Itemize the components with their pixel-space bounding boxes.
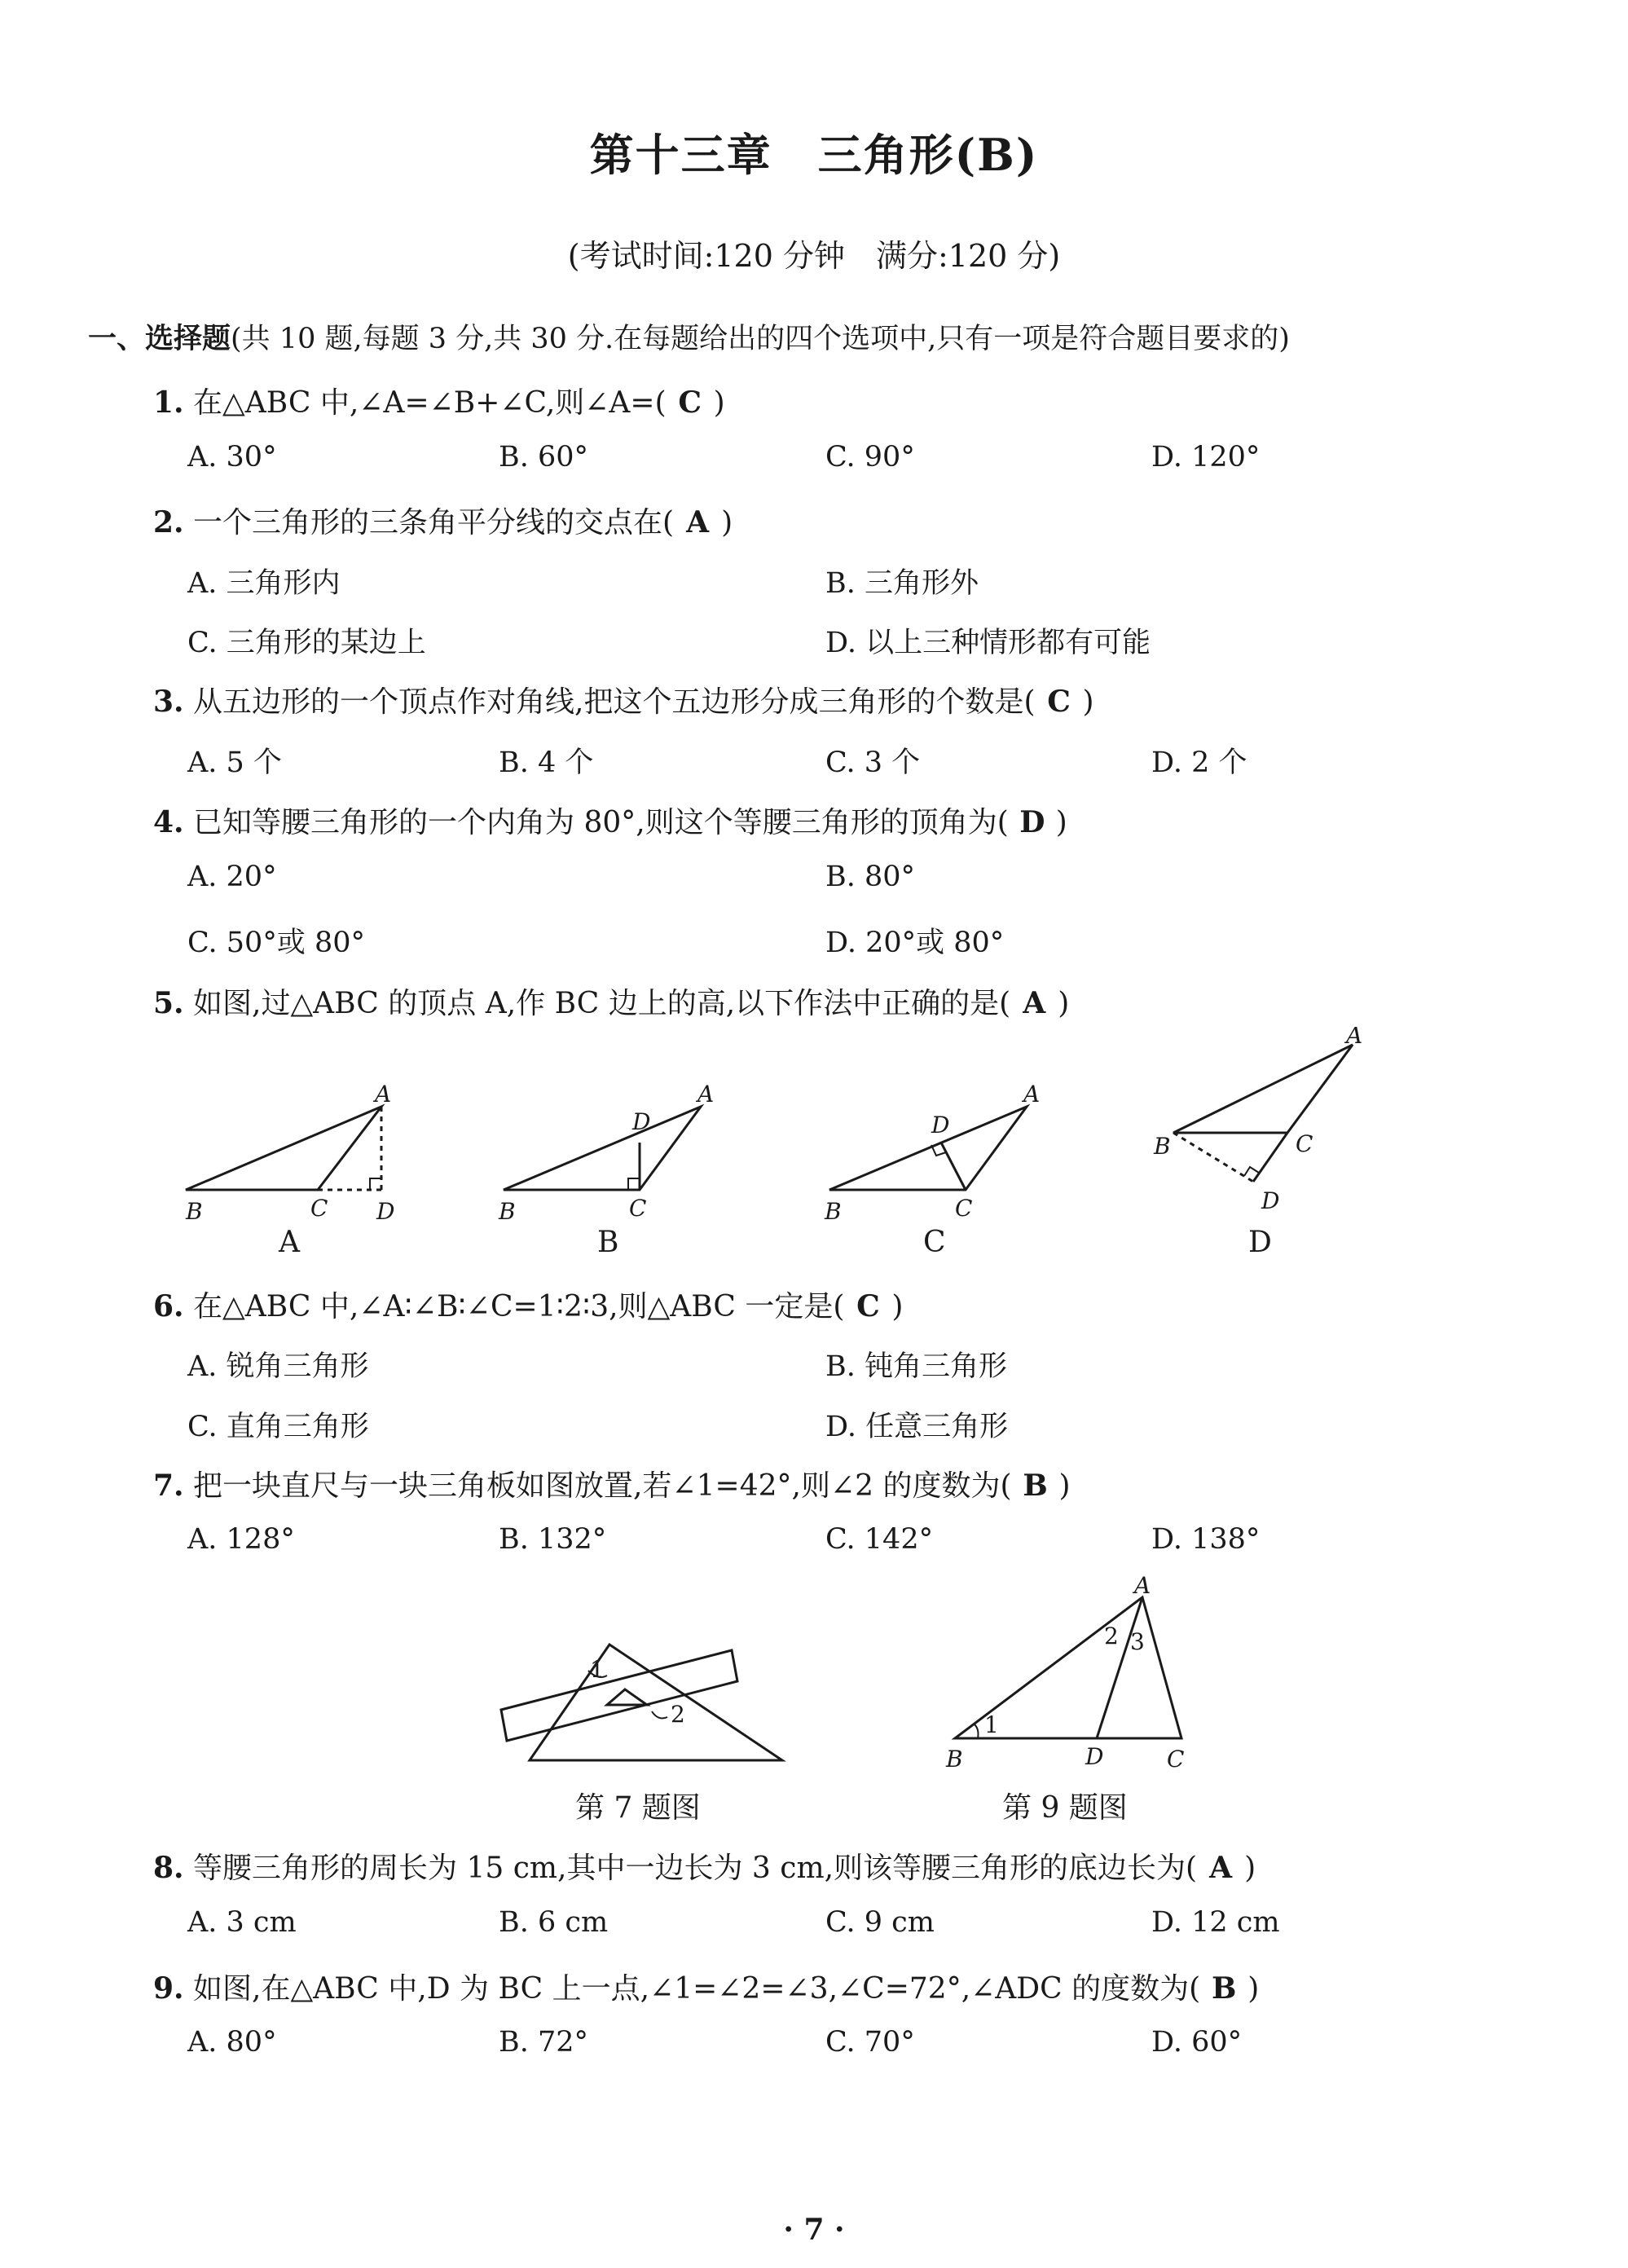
option-a: A. 128° xyxy=(187,1523,295,1556)
question-text: 在△ABC 中,∠A∶∠B∶∠C=1∶2∶3,则△ABC 一定是( xyxy=(193,1290,845,1323)
q5-fig-d-extension xyxy=(1253,1133,1287,1182)
option-b: B. 132° xyxy=(499,1523,607,1556)
question-number: 1. xyxy=(153,385,184,420)
question-number: 3. xyxy=(153,685,184,719)
option-d: D. 138° xyxy=(1151,1523,1261,1556)
question-text: 如图,在△ABC 中,D 为 BC 上一点,∠1=∠2=∠3,∠C=72°,∠ADC 的度数为( xyxy=(193,1972,1201,2006)
option-c: C. 90° xyxy=(825,441,915,473)
q5-fig-b-label-c: C xyxy=(629,1195,647,1222)
option-c: C. 9 cm xyxy=(825,1906,935,1939)
question-5: 5. 如图,过△ABC 的顶点 A,作 BC 边上的高,以下作法中正确的是( A ) xyxy=(153,986,1070,1020)
option-d: D. 12 cm xyxy=(1151,1906,1280,1939)
q5-caption-a: A xyxy=(279,1226,300,1259)
answer-blank: A xyxy=(1209,1851,1233,1885)
section-heading xyxy=(88,316,1290,357)
answer-blank: C xyxy=(678,385,702,420)
question-7: 7. 把一块直尺与一块三角板如图放置,若∠1=42°,则∠2 的度数为( B ) xyxy=(153,1469,1071,1503)
q9-angle-3-label: 3 xyxy=(1130,1628,1145,1655)
q9-angle-1-arc xyxy=(975,1724,979,1738)
q5-fig-d-label-c: C xyxy=(1296,1130,1313,1157)
question-number: 9. xyxy=(153,1971,184,2006)
option-d: D. 20°或 80° xyxy=(825,927,1005,959)
option-d: D. 任意三角形 xyxy=(825,1411,1009,1443)
option-d: D. 以上三种情形都有可能 xyxy=(825,627,1151,659)
q5-fig-a-label-c: C xyxy=(310,1195,328,1222)
q9-label-d: D xyxy=(1085,1743,1104,1770)
question-text: 一个三角形的三条角平分线的交点在( xyxy=(193,506,675,539)
q5-fig-c-label-a: A xyxy=(1023,1081,1041,1108)
question-text: 在△ABC 中,∠A=∠B+∠C,则∠A=( xyxy=(193,386,667,420)
q5-caption-b: B xyxy=(597,1226,619,1259)
question-text: 如图,过△ABC 的顶点 A,作 BC 边上的高,以下作法中正确的是( xyxy=(193,987,1011,1020)
option-a: A. 30° xyxy=(187,441,277,473)
section-instructions: (共 10 题,每题 3 分,共 30 分.在每题给出的四个选项中,只有一项是符合题目要求的) xyxy=(231,323,1290,355)
answer-blank: C xyxy=(1047,685,1071,719)
option-b: B. 钝角三角形 xyxy=(825,1350,1007,1383)
question-text: 等腰三角形的周长为 15 cm,其中一边长为 3 cm,则该等腰三角形的底边长为( xyxy=(193,1852,1198,1885)
option-a: A. 3 cm xyxy=(187,1906,297,1939)
option-c: C. 三角形的某边上 xyxy=(187,627,426,659)
q7-set-square-inner-hole xyxy=(607,1689,647,1705)
q5-fig-c-perpendicular xyxy=(941,1143,966,1190)
q5-fig-a-label-b: B xyxy=(186,1198,203,1225)
question-2: 2. 一个三角形的三条角平分线的交点在( A ) xyxy=(153,505,733,539)
page-title: 第十三章 三角形(B) xyxy=(589,129,1039,181)
q5-fig-a-label-d: D xyxy=(376,1198,395,1225)
q5-fig-d-label-b: B xyxy=(1154,1133,1171,1160)
q5-fig-a-right-angle xyxy=(370,1178,381,1190)
answer-blank: D xyxy=(1019,805,1045,839)
option-a: A. 5 个 xyxy=(187,746,282,779)
q9-angle-2-label: 2 xyxy=(1104,1623,1119,1649)
option-c: C. 直角三角形 xyxy=(187,1411,369,1443)
q7-angle-1-label: 1 xyxy=(590,1656,605,1683)
option-d: D. 2 个 xyxy=(1151,746,1247,779)
answer-blank: A xyxy=(686,505,710,539)
q9-caption: 第 9 题图 xyxy=(1002,1791,1128,1825)
q9-segment-ad xyxy=(1097,1597,1142,1738)
q7-angle-2-label: 2 xyxy=(671,1701,685,1728)
question-number: 4. xyxy=(153,805,184,839)
q5-fig-d-triangle xyxy=(1173,1045,1353,1133)
question-8: 8. 等腰三角形的周长为 15 cm,其中一边长为 3 cm,则该等腰三角形的底边长为( A ) xyxy=(153,1851,1256,1885)
q5-fig-b-label-b: B xyxy=(499,1198,516,1225)
page-number: · 7 · xyxy=(783,2213,845,2247)
answer-blank: B xyxy=(1211,1971,1237,2006)
option-a: A. 20° xyxy=(187,861,277,893)
answer-blank: B xyxy=(1023,1469,1048,1503)
q9-label-a: A xyxy=(1134,1573,1151,1599)
question-text: 把一块直尺与一块三角板如图放置,若∠1=42°,则∠2 的度数为( xyxy=(193,1469,1012,1503)
exam-info: (考试时间:120 分钟 满分:120 分) xyxy=(567,238,1061,274)
answer-blank: A xyxy=(1023,986,1046,1020)
q5-fig-b-label-a: A xyxy=(697,1081,715,1108)
q5-caption-c: C xyxy=(923,1226,946,1259)
q5-fig-b-right-angle xyxy=(628,1178,640,1190)
question-number: 6. xyxy=(153,1289,184,1323)
option-d: D. 60° xyxy=(1151,2026,1243,2059)
q7-q9-figures xyxy=(0,1573,1628,1834)
option-c: C. 142° xyxy=(825,1523,934,1556)
question-number: 7. xyxy=(153,1469,184,1503)
q5-fig-d-label-a: A xyxy=(1346,1027,1363,1049)
question-text: 从五边形的一个顶点作对角线,把这个五边形分成三角形的个数是( xyxy=(193,685,1036,719)
option-b: B. 4 个 xyxy=(499,746,594,779)
question-text: 已知等腰三角形的一个内角为 80°,则这个等腰三角形的顶角为( xyxy=(193,806,1009,839)
q5-fig-d-height xyxy=(1173,1133,1253,1182)
option-d: D. 120° xyxy=(1151,441,1261,473)
q5-fig-a-label-a: A xyxy=(375,1081,392,1108)
answer-blank: C xyxy=(856,1289,880,1323)
q5-fig-c-label-b: B xyxy=(825,1198,842,1225)
q5-fig-a-triangle xyxy=(186,1107,381,1190)
question-6: 6. 在△ABC 中,∠A∶∠B∶∠C=1∶2∶3,则△ABC 一定是( C ) xyxy=(153,1289,904,1323)
option-b: B. 80° xyxy=(825,861,916,893)
q7-angle-2-arc xyxy=(652,1711,667,1718)
option-b: B. 6 cm xyxy=(499,1906,609,1939)
section-title: 一、选择题 xyxy=(88,322,231,355)
q5-fig-c-label-c: C xyxy=(955,1195,973,1222)
option-a: A. 三角形内 xyxy=(187,567,341,600)
q7-caption: 第 7 题图 xyxy=(575,1791,701,1825)
q9-angle-1-label: 1 xyxy=(984,1711,999,1738)
question-3: 3. 从五边形的一个顶点作对角线,把这个五边形分成三角形的个数是( C ) xyxy=(153,685,1094,719)
question-number: 5. xyxy=(153,986,184,1020)
option-b: B. 60° xyxy=(499,441,589,473)
option-c: C. 3 个 xyxy=(825,746,921,779)
q9-label-c: C xyxy=(1167,1746,1185,1773)
q5-caption-d: D xyxy=(1248,1226,1272,1259)
option-b: B. 72° xyxy=(499,2026,589,2059)
q5-fig-c-triangle xyxy=(829,1107,1027,1190)
option-b: B. 三角形外 xyxy=(825,567,979,600)
question-4: 4. 已知等腰三角形的一个内角为 80°,则这个等腰三角形的顶角为( D ) xyxy=(153,805,1067,839)
q5-fig-b-label-d: D xyxy=(632,1108,651,1135)
question-number: 8. xyxy=(153,1851,184,1885)
q9-label-b: B xyxy=(946,1746,963,1773)
q5-fig-c-label-d: D xyxy=(931,1112,950,1138)
q5-figures xyxy=(0,1027,1628,1271)
q5-fig-d-label-d: D xyxy=(1261,1187,1280,1214)
option-a: A. 锐角三角形 xyxy=(187,1350,369,1383)
q5-fig-b-triangle xyxy=(504,1107,701,1190)
option-c: C. 50°或 80° xyxy=(187,927,365,959)
question-1: 1. 在△ABC 中,∠A=∠B+∠C,则∠A=( C ) xyxy=(153,385,725,420)
question-number: 2. xyxy=(153,505,184,539)
option-a: A. 80° xyxy=(187,2026,277,2059)
question-9: 9. 如图,在△ABC 中,D 为 BC 上一点,∠1=∠2=∠3,∠C=72°,∠ADC 的度数为( B ) xyxy=(153,1971,1260,2006)
option-c: C. 70° xyxy=(825,2026,915,2059)
